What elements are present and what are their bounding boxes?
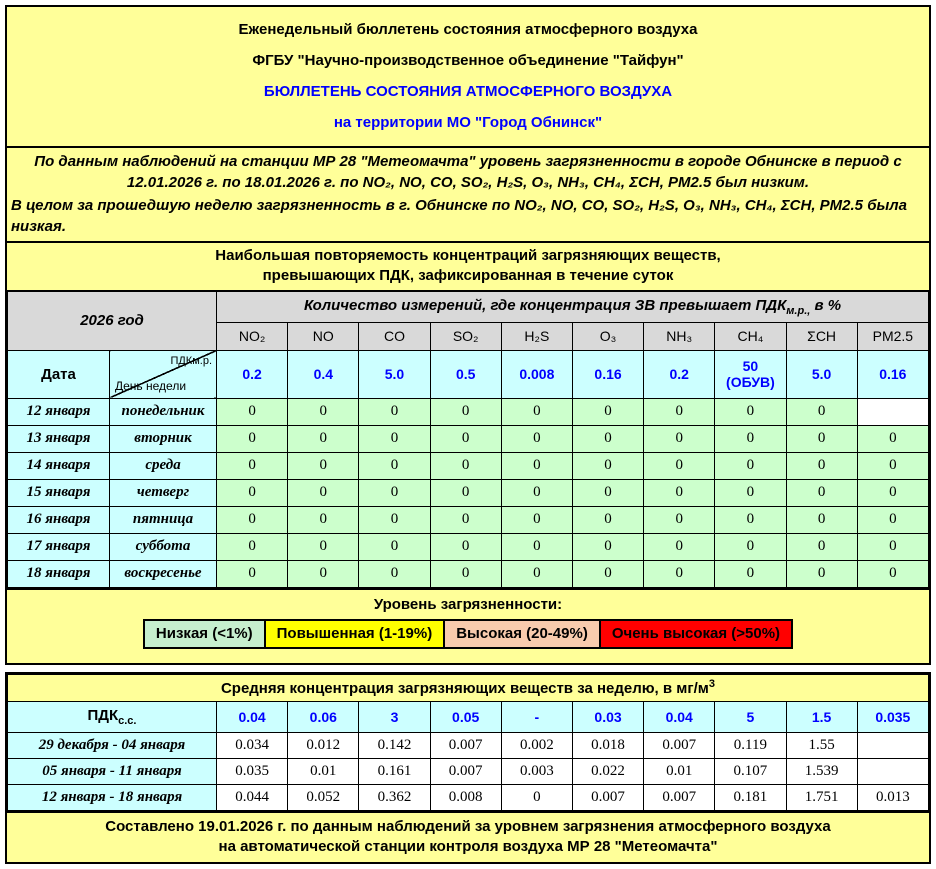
pollutant-header-cell: NH₃ (644, 322, 715, 350)
concentration-value-cell: 0.161 (359, 758, 430, 784)
weekday-cell: пятница (110, 506, 217, 533)
organization-name: ФГБУ "Научно-производственное объединение "Тайфун" (252, 52, 684, 69)
weekday-cell: суббота (110, 533, 217, 560)
concentration-value-cell: 1.539 (786, 758, 857, 784)
exceedance-value-cell: 0 (786, 452, 857, 479)
year-cell: 2026 год (8, 291, 217, 350)
exceedance-table-row (8, 479, 929, 506)
summary-block (7, 146, 929, 241)
weekday-cell: среда (110, 452, 217, 479)
weekday-cell: четверг (110, 479, 217, 506)
period-cell: 29 декабря - 04 января (8, 732, 217, 758)
weekday-cell: воскресенье (110, 560, 217, 587)
weekday-cell: вторник (110, 425, 217, 452)
exceedance-table-row (8, 425, 929, 452)
concentration-value-cell: 0.181 (715, 784, 786, 810)
exceedance-value-cell: 0 (430, 533, 501, 560)
exceedance-table-row (8, 533, 929, 560)
bulletin-title: Еженедельный бюллетень состояния атмосферного воздуха (238, 21, 698, 38)
pollutant-header-cell: CH₄ (715, 322, 786, 350)
measure-header-suffix: в % (810, 296, 842, 314)
exceedance-value-cell: 0 (430, 425, 501, 452)
exceedance-value-cell: 0 (359, 398, 430, 425)
pdk-ss-value-cell: - (501, 701, 572, 732)
concentration-empty-cell (857, 732, 928, 758)
exceedance-value-cell: 0 (217, 506, 288, 533)
pdk-ss-sub: с.с. (118, 714, 137, 727)
pdk-ss-value-cell: 0.035 (857, 701, 928, 732)
exceedance-value-cell: 0 (715, 398, 786, 425)
concentration-empty-cell (857, 758, 928, 784)
measure-header-text: Количество измерений, где концентрация ЗВ превышает ПДК (303, 296, 787, 314)
exceedance-table-row (8, 560, 929, 587)
concentration-value-cell: 0.035 (217, 758, 288, 784)
exceedance-value-cell: 0 (644, 398, 715, 425)
exceedance-value-cell: 0 (288, 560, 359, 587)
legend-item: Низкая (<1%) (143, 619, 266, 649)
pdk-mr-value-cell: 50 (ОБУВ) (715, 350, 786, 398)
footer-line2: на автоматической станции контроля воздуха МР 28 "Метеомачта" (218, 837, 718, 855)
main-heading: БЮЛЛЕТЕНЬ СОСТОЯНИЯ АТМОСФЕРНОГО ВОЗДУХА (263, 83, 673, 100)
table2-title-sup: 3 (708, 678, 716, 690)
diagonal-pdk-label: ПДКм.р. (170, 354, 213, 367)
exceedance-value-cell: 0 (288, 452, 359, 479)
date-cell: 18 января (8, 560, 110, 587)
exceedance-value-cell: 0 (288, 479, 359, 506)
diagonal-weekday-label: День недели (115, 378, 187, 393)
average-table-row (8, 758, 929, 784)
pdk-ss-value-cell: 0.06 (288, 701, 359, 732)
period-cell: 05 января - 11 января (8, 758, 217, 784)
exceedance-table-row (8, 398, 929, 425)
concentration-value-cell: 0.01 (288, 758, 359, 784)
pdk-mr-value-cell: 0.16 (572, 350, 643, 398)
pollutant-header-cell: CO (359, 322, 430, 350)
exceedance-value-cell: 0 (288, 425, 359, 452)
table1-subtitle-line2: превышающих ПДК, зафиксированная в течение суток (262, 267, 674, 284)
summary-paragraph-2: В целом за прошедшую неделю загрязненность в г. Обнинске по NO₂, NO, CO, SO₂, H₂S, O₃, NH₃, CH₄, ΣCH, PM2.5 была низкая. (11, 197, 907, 235)
pollutant-header-cell: NO (288, 322, 359, 350)
exceedance-value-cell: 0 (217, 425, 288, 452)
exceedance-value-cell: 0 (572, 560, 643, 587)
pollutant-header-cell: SO₂ (430, 322, 501, 350)
pdk-mr-value-cell: 0.2 (644, 350, 715, 398)
pdk-ss-value-cell: 3 (359, 701, 430, 732)
exceedance-value-cell: 0 (501, 479, 572, 506)
exceedance-value-cell: 0 (786, 506, 857, 533)
concentration-value-cell: 0.018 (572, 732, 643, 758)
date-cell: 17 января (8, 533, 110, 560)
exceedance-value-cell: 0 (715, 479, 786, 506)
exceedance-value-cell: 0 (359, 479, 430, 506)
exceedance-value-cell: 0 (572, 452, 643, 479)
exceedance-value-cell: 0 (786, 425, 857, 452)
exceedance-value-cell: 0 (857, 533, 928, 560)
pdk-ss-label-cell (8, 701, 217, 732)
exceedance-table (7, 290, 929, 588)
legend-block (7, 588, 929, 663)
pdk-ss-value-cell: 1.5 (786, 701, 857, 732)
average-block (5, 672, 931, 864)
date-cell: 14 января (8, 452, 110, 479)
average-table-row (8, 732, 929, 758)
exceedance-table-row (8, 506, 929, 533)
pollutant-header-cell: NO₂ (217, 322, 288, 350)
exceedance-value-cell: 0 (644, 479, 715, 506)
exceedance-value-cell: 0 (715, 560, 786, 587)
legend-item: Высокая (20-49%) (443, 619, 601, 649)
concentration-value-cell: 0.01 (644, 758, 715, 784)
pdk-mr-value-cell: 5.0 (786, 350, 857, 398)
exceedance-value-cell: 0 (359, 506, 430, 533)
legend-item: Очень высокая (>50%) (599, 619, 793, 649)
concentration-value-cell: 0.362 (359, 784, 430, 810)
exceedance-value-cell: 0 (572, 425, 643, 452)
table1-subtitle-line1: Наибольшая повторяемость концентраций загрязняющих веществ, (215, 247, 721, 264)
date-header-cell: Дата (8, 350, 110, 398)
concentration-value-cell: 0.007 (572, 784, 643, 810)
average-table-row (8, 784, 929, 810)
exceedance-value-cell: 0 (572, 506, 643, 533)
exceedance-value-cell: 0 (288, 398, 359, 425)
pdk-ss-base: ПДК (87, 706, 119, 724)
table2-title-cell (8, 674, 929, 701)
concentration-value-cell: 0 (501, 784, 572, 810)
exceedance-value-cell: 0 (359, 560, 430, 587)
legend-item: Повышенная (1-19%) (264, 619, 446, 649)
exceedance-empty-cell (857, 398, 928, 425)
concentration-value-cell: 1.55 (786, 732, 857, 758)
exceedance-value-cell: 0 (644, 533, 715, 560)
pdk-mr-value-cell: 0.4 (288, 350, 359, 398)
exceedance-value-cell: 0 (501, 425, 572, 452)
exceedance-value-cell: 0 (715, 425, 786, 452)
exceedance-value-cell: 0 (715, 452, 786, 479)
exceedance-value-cell: 0 (715, 533, 786, 560)
exceedance-value-cell: 0 (217, 452, 288, 479)
exceedance-value-cell: 0 (644, 560, 715, 587)
summary-paragraph-1: По данным наблюдений на станции МР 28 "Метеомачта" уровень загрязненности в городе Обнинске в период с 12.01.2026 г. по 18.01.2026 г. по NO₂, NO, CO, SO₂, H₂S, O₃, NH₃, CH₄, ΣCH, PM2.5 был низким. (34, 153, 902, 191)
concentration-value-cell: 0.044 (217, 784, 288, 810)
exceedance-value-cell: 0 (359, 425, 430, 452)
concentration-value-cell: 0.052 (288, 784, 359, 810)
exceedance-value-cell: 0 (288, 533, 359, 560)
date-cell: 16 января (8, 506, 110, 533)
exceedance-value-cell: 0 (430, 479, 501, 506)
footer-block (7, 811, 929, 862)
exceedance-value-cell: 0 (857, 479, 928, 506)
pdk-ss-value-cell: 0.04 (217, 701, 288, 732)
date-cell: 13 января (8, 425, 110, 452)
exceedance-value-cell: 0 (501, 398, 572, 425)
exceedance-value-cell: 0 (217, 398, 288, 425)
exceedance-value-cell: 0 (430, 560, 501, 587)
footer-line1: Составлено 19.01.2026 г. по данным наблюдений за уровнем загрязнения атмосферного воздуха (105, 817, 831, 835)
exceedance-value-cell: 0 (786, 398, 857, 425)
exceedance-value-cell: 0 (501, 506, 572, 533)
exceedance-value-cell: 0 (786, 479, 857, 506)
exceedance-value-cell: 0 (786, 560, 857, 587)
exceedance-value-cell: 0 (430, 398, 501, 425)
pdk-mr-value-cell: 0.5 (430, 350, 501, 398)
main-block (5, 5, 931, 665)
date-cell: 15 января (8, 479, 110, 506)
table1-subtitle (7, 241, 929, 290)
pollutant-header-cell: PM2.5 (857, 322, 928, 350)
pdk-mr-value-cell: 0.008 (501, 350, 572, 398)
pdk-mr-value-cell: 0.16 (857, 350, 928, 398)
exceedance-value-cell: 0 (359, 452, 430, 479)
exceedance-value-cell: 0 (786, 533, 857, 560)
exceedance-value-cell: 0 (430, 506, 501, 533)
concentration-value-cell: 0.003 (501, 758, 572, 784)
exceedance-value-cell: 0 (857, 425, 928, 452)
period-cell: 12 января - 18 января (8, 784, 217, 810)
concentration-value-cell: 0.034 (217, 732, 288, 758)
exceedance-value-cell: 0 (572, 533, 643, 560)
exceedance-value-cell: 0 (501, 452, 572, 479)
exceedance-value-cell: 0 (857, 560, 928, 587)
exceedance-value-cell: 0 (217, 560, 288, 587)
territory-heading: на территории МО "Город Обнинск" (333, 114, 603, 131)
exceedance-value-cell: 0 (644, 425, 715, 452)
average-concentration-table (7, 674, 929, 811)
pdk-ss-value-cell: 5 (715, 701, 786, 732)
pdk-ss-value-cell: 0.04 (644, 701, 715, 732)
pdk-ss-value-cell: 0.05 (430, 701, 501, 732)
date-cell: 12 января (8, 398, 110, 425)
exceedance-value-cell: 0 (857, 452, 928, 479)
measure-header-cell (217, 291, 929, 322)
concentration-value-cell: 0.008 (430, 784, 501, 810)
legend-title: Уровень загрязненности: (373, 595, 563, 613)
exceedance-value-cell: 0 (501, 533, 572, 560)
exceedance-value-cell: 0 (288, 506, 359, 533)
concentration-value-cell: 0.142 (359, 732, 430, 758)
exceedance-table-row (8, 452, 929, 479)
measure-header-sub: м.р., (786, 304, 811, 317)
exceedance-value-cell: 0 (644, 506, 715, 533)
concentration-value-cell: 1.751 (786, 784, 857, 810)
concentration-value-cell: 0.007 (644, 784, 715, 810)
exceedance-value-cell: 0 (217, 479, 288, 506)
concentration-value-cell: 0.107 (715, 758, 786, 784)
concentration-value-cell: 0.013 (857, 784, 928, 810)
exceedance-value-cell: 0 (501, 560, 572, 587)
pdk-mr-value-cell: 5.0 (359, 350, 430, 398)
exceedance-value-cell: 0 (217, 533, 288, 560)
pollutant-header-cell: H₂S (501, 322, 572, 350)
pdk-ss-value-cell: 0.03 (572, 701, 643, 732)
table2-title-text: Средняя концентрация загрязняющих веществ за неделю, в мг/м (220, 680, 709, 697)
concentration-value-cell: 0.007 (430, 732, 501, 758)
pdk-mr-value-cell: 0.2 (217, 350, 288, 398)
weekday-cell: понедельник (110, 398, 217, 425)
exceedance-value-cell: 0 (572, 398, 643, 425)
exceedance-value-cell: 0 (857, 506, 928, 533)
diagonal-header-cell (110, 350, 217, 398)
legend-row (143, 619, 793, 649)
exceedance-value-cell: 0 (572, 479, 643, 506)
exceedance-value-cell: 0 (715, 506, 786, 533)
pollutant-header-cell: O₃ (572, 322, 643, 350)
concentration-value-cell: 0.012 (288, 732, 359, 758)
exceedance-value-cell: 0 (644, 452, 715, 479)
exceedance-value-cell: 0 (359, 533, 430, 560)
concentration-value-cell: 0.119 (715, 732, 786, 758)
concentration-value-cell: 0.002 (501, 732, 572, 758)
exceedance-value-cell: 0 (430, 452, 501, 479)
concentration-value-cell: 0.022 (572, 758, 643, 784)
pollutant-header-cell: ΣCH (786, 322, 857, 350)
concentration-value-cell: 0.007 (430, 758, 501, 784)
title-block (7, 7, 929, 146)
concentration-value-cell: 0.007 (644, 732, 715, 758)
